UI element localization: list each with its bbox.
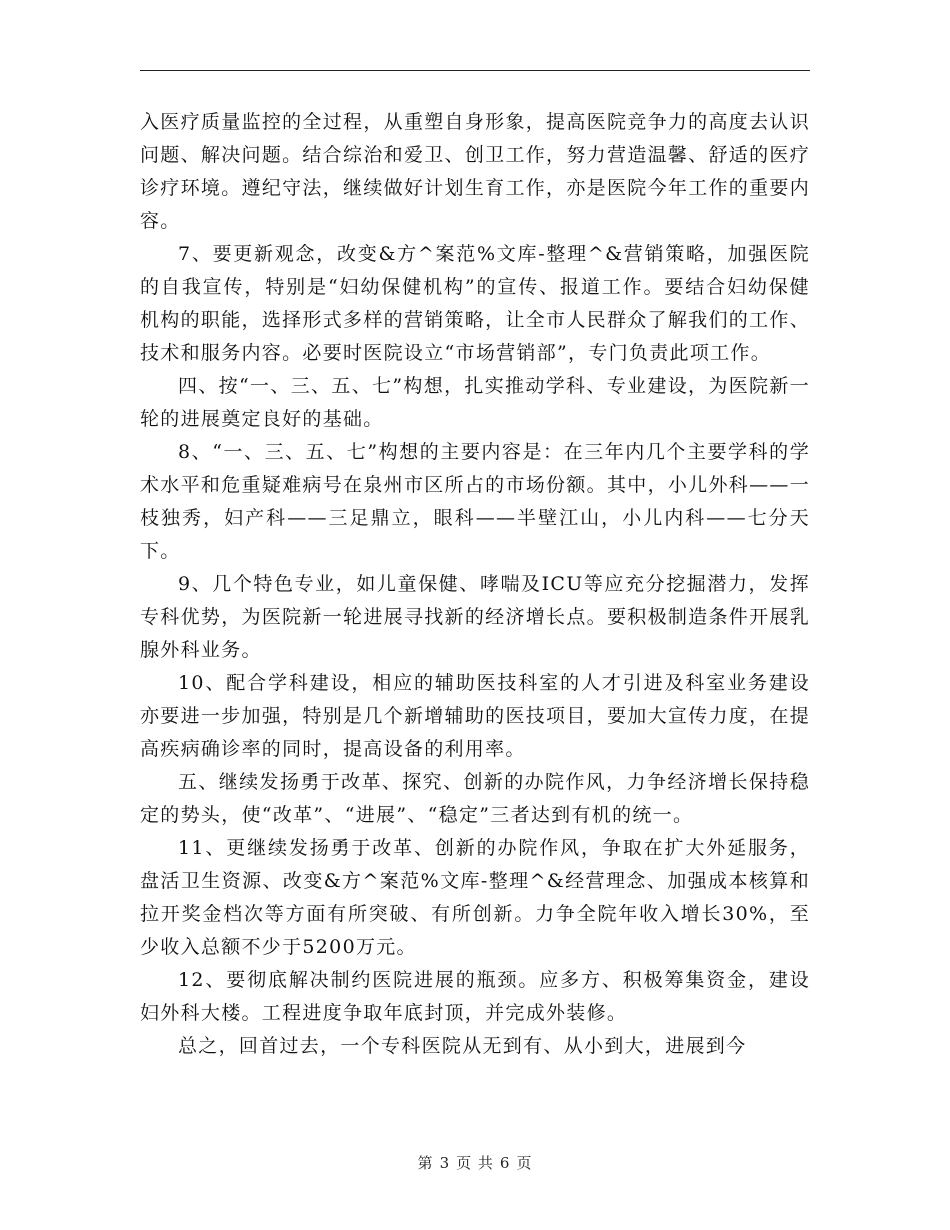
paragraph-item-7: 7、要更新观念，改变&方^案范%文库-整理^&营销策略，加强医院的自我宣传，特别是“妇幼保健机构”的宣传、报道工作。要结合妇幼保健机构的职能，选择形式多样的营销策略，让全市人民群众了解我们的工作、技术和服务内容。必要时医院设立“市场营销部”，专门负责此项工作。	[140, 243, 810, 364]
footer-total-pages: 6	[499, 1154, 511, 1172]
header-rule	[140, 70, 810, 71]
paragraph-item-11: 11、更继续发扬勇于改革、创新的办院作风，争取在扩大外延服务，盘活卫生资源、改变&方^案范%文库-整理^&经营理念、加强成本核算和拉开奖金档次等方面有所突破、有所创新。力争全院年收入增长30%，至少收入总额不少于5200万元。	[140, 837, 810, 958]
document-body	[140, 106, 810, 1063]
footer-middle: 页 共	[456, 1154, 494, 1172]
footer-suffix: 页	[516, 1154, 533, 1172]
paragraph-item-8: 8、“一、三、五、七”构想的主要内容是：在三年内几个主要学科的学术水平和危重疑难病号在泉州市区所占的市场份额。其中，小儿外科——一枝独秀，妇产科——三足鼎立，眼科——半壁江山，小儿内科——七分天下。	[140, 441, 810, 562]
paragraph-continuation: 入医疗质量监控的全过程，从重塑自身形象，提高医院竞争力的高度去认识问题、解决问题。结合综治和爱卫、创卫工作，努力营造温馨、舒适的医疗诊疗环境。遵纪守法，继续做好计划生育工作，亦是医院今年工作的重要内容。	[140, 111, 810, 232]
paragraph-conclusion: 总之，回首过去，一个专科医院从无到有、从小到大，进展到今	[178, 1035, 747, 1057]
section-heading-5: 五、继续发扬勇于改革、探究、创新的办院作风，力争经济增长保持稳定的势头，使“改革”、“进展”、“稳定”三者达到有机的统一。	[140, 771, 810, 826]
footer-current-page: 3	[439, 1154, 451, 1172]
paragraph-item-12: 12、要彻底解决制约医院进展的瓶颈。应多方、积极筹集资金，建设妇外科大楼。工程进度争取年底封顶，并完成外装修。	[140, 969, 810, 1024]
paragraph-item-9: 9、几个特色专业，如儿童保健、哮喘及ICU等应充分挖掘潜力，发挥专科优势，为医院新一轮进展寻找新的经济增长点。要积极制造条件开展乳腺外科业务。	[140, 573, 810, 661]
paragraph-item-10: 10、配合学科建设，相应的辅助医技科室的人才引进及科室业务建设亦要进一步加强，特别是几个新增辅助的医技项目，要加大宣传力度，在提高疾病确诊率的同时，提高设备的利用率。	[140, 672, 810, 760]
footer-prefix: 第	[417, 1154, 434, 1172]
section-heading-4: 四、按“一、三、五、七”构想，扎实推动学科、专业建设，为医院新一轮的进展奠定良好的基础。	[140, 375, 810, 430]
page-footer	[0, 1152, 950, 1173]
